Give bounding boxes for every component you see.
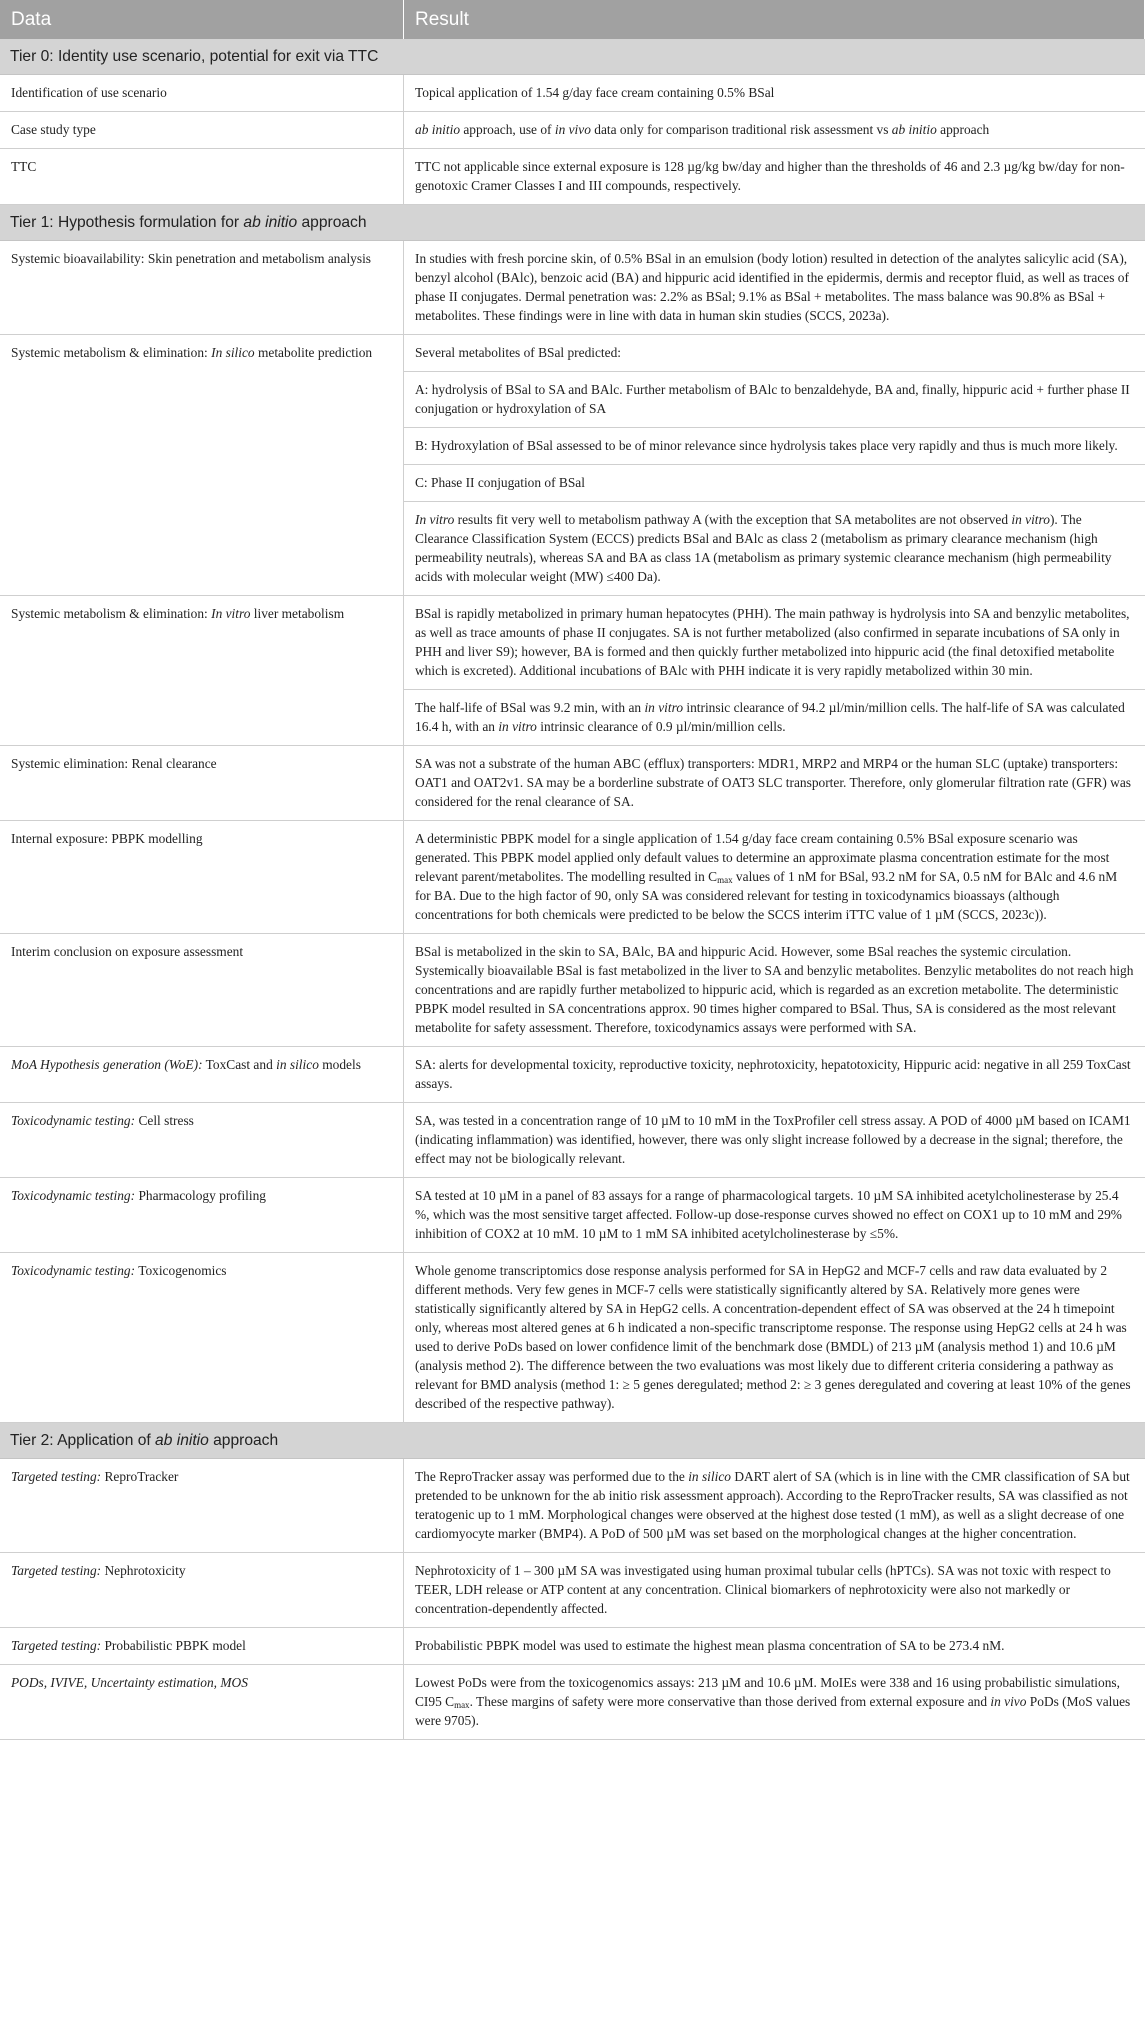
row-result: BSal is rapidly metabolized in primary human hepatocytes (PHH). The main pathway is hydrolysis into SA and benzylic metabolites, as well as trace amounts of phase II conjugates. SA is not further metabolized (also confirmed in separate incubations of SA only in PHH and liver S9); however, BA is formed and then quickly further metabolized into hippuric acid (the final detoxified metabolite which is excreted). Additional incubations of BAlc with PHH indicate it is very rapidly metabolized within 30 min.	[404, 596, 1145, 690]
row-label: Targeted testing: Nephrotoxicity	[0, 1553, 404, 1628]
row-label: Targeted testing: ReproTracker	[0, 1459, 404, 1553]
column-header-data: Data	[0, 0, 404, 39]
row-result: In studies with fresh porcine skin, of 0.5% BSal in an emulsion (body lotion) resulted in detection of the analytes salicylic acid (SA), benzyl alcohol (BAlc), benzoic acid (BA) and hippuric acid identified in the epidermis, dermis and receptor fluid, as well as traces of phase II conjugates. Dermal penetration was: 2.2% as BSal; 9.1% as BSal + metabolites. The mass balance was 90.8% as BSal + metabolites. These findings were in line with data in human skin studies (SCCS, 2023a).	[404, 241, 1145, 335]
row-result: SA was not a substrate of the human ABC (efflux) transporters: MDR1, MRP2 and MRP4 or the human SLC (uptake) transporters: OAT1 and OAT2v1. SA may be a borderline substrate of OAT3 SLC transporter. Therefore, only glomerular filtration rate (GFR) was considered for the renal clearance of SA.	[404, 746, 1145, 821]
row-label: MoA Hypothesis generation (WoE): ToxCast and in silico models	[0, 1047, 404, 1103]
row-result: BSal is metabolized in the skin to SA, BAlc, BA and hippuric Acid. However, some BSal reaches the systemic circulation. Systemically bioavailable BSal is fast metabolized in the liver to SA and benzylic metabolites. Benzylic metabolites do not reach high concentrations and are rapidly further metabolized to hippuric acid, which is regarded as an excretion metabolite. The deterministic PBPK model resulted in SA concentrations approx. 90 times higher compared to BSal. Thus, SA is considered as the most relevant metabolite for safety assessment. Therefore, toxicodynamics assays were performed with SA.	[404, 934, 1145, 1047]
row-result: ab initio approach, use of in vivo data only for comparison traditional risk assessment vs ab initio approach	[404, 112, 1145, 149]
row-label: Toxicodynamic testing: Cell stress	[0, 1103, 404, 1178]
row-label: Systemic elimination: Renal clearance	[0, 746, 404, 821]
row-result: SA, was tested in a concentration range of 10 µM to 10 mM in the ToxProfiler cell stress assay. A POD of 4000 µM based on ICAM1 (indicating inflammation) was identified, however, there was only slight increase followed by a decrease in the signal; therefore, the effect may not be biologically relevant.	[404, 1103, 1145, 1178]
row-result: The half-life of BSal was 9.2 min, with an in vitro intrinsic clearance of 94.2 µl/min/million cells. The half-life of SA was calculated 16.4 h, with an in vitro intrinsic clearance of 0.9 µl/min/million cells.	[404, 690, 1145, 746]
row-result: A deterministic PBPK model for a single application of 1.54 g/day face cream containing 0.5% BSal exposure scenario was generated. This PBPK model applied only default values to determine an approximate plasma concentration estimate for the most relevant parent/metabolites. The modelling resulted in $C_{max}$ values of 1 nM for BSal, 93.2 nM for SA, 0.5 nM for BAlc and 4.6 nM for BA. Due to the high factor of 90, only SA was considered relevant for testing in toxicodynamics bioassays (although concentrations for both chemicals were predicted to be below the SCCS interim iTTC value of 1 µM (SCCS, 2023c)).	[404, 821, 1145, 934]
row-label: Internal exposure: PBPK modelling	[0, 821, 404, 934]
row-label: Targeted testing: Probabilistic PBPK model	[0, 1628, 404, 1665]
row-label: Case study type	[0, 112, 404, 149]
row-label: Systemic metabolism & elimination: In silico metabolite prediction	[0, 335, 404, 596]
row-result: C: Phase II conjugation of BSal	[404, 465, 1145, 502]
row-label: TTC	[0, 149, 404, 205]
row-label: Toxicodynamic testing: Toxicogenomics	[0, 1253, 404, 1423]
column-header-result: Result	[404, 0, 1145, 39]
row-result: A: hydrolysis of BSal to SA and BAlc. Further metabolism of BAlc to benzaldehyde, BA and, finally, hippuric acid + further phase II conjugation or hydroxylation of SA	[404, 372, 1145, 428]
row-result: Several metabolites of BSal predicted:	[404, 335, 1145, 372]
row-label: Toxicodynamic testing: Pharmacology profiling	[0, 1178, 404, 1253]
row-result: Lowest PoDs were from the toxicogenomics assays: 213 µM and 10.6 µM. MoIEs were 338 and 16 using probabilistic simulations, CI95 $C_{max}$. These margins of safety were more conservative than those derived from external exposure and in vivo PoDs (MoS values were 9705).	[404, 1665, 1145, 1740]
row-result: In vitro results fit very well to metabolism pathway A (with the exception that SA metabolites are not observed in vitro). The Clearance Classification System (ECCS) predicts BSal and BAlc as class 2 (metabolism as primary clearance mechanism (high permeability neutrals), whereas SA and BA as class 1A (metabolism as primary systemic clearance mechanism (high permeability acids with molecular weight (MW) ≤400 Da).	[404, 502, 1145, 596]
row-result: SA: alerts for developmental toxicity, reproductive toxicity, nephrotoxicity, hepatotoxicity, Hippuric acid: negative in all 259 ToxCast assays.	[404, 1047, 1145, 1103]
row-label: Systemic bioavailability: Skin penetration and metabolism analysis	[0, 241, 404, 335]
row-result: Whole genome transcriptomics dose response analysis performed for SA in HepG2 and MCF-7 cells and raw data evaluated by 2 different methods. Very few genes in MCF-7 cells were statistically significantly altered by SA. Relatively more genes were statistically significantly altered by SA in HepG2 cells. A concentration-dependent effect of SA was observed at the 24 h timepoint only, whereas most altered genes at 6 h indicated a non-specific transcriptome response. The response using HepG2 cells at 24 h was used to derive PoDs based on lower confidence limit of the benchmark dose (BMDL) of 213 µM (analysis method 1) and 10.6 µM (analysis method 2). The difference between the two evaluations was most likely due to different criteria considering a pathway as relevant for BMD analysis (method 1: ≥ 5 genes deregulated; method 2: ≥ 3 genes deregulated and covering at least 10% of the genes described of the respective pathway).	[404, 1253, 1145, 1423]
row-result: Probabilistic PBPK model was used to estimate the highest mean plasma concentration of SA to be 273.4 nM.	[404, 1628, 1145, 1665]
row-result: TTC not applicable since external exposure is 128 µg/kg bw/day and higher than the thresholds of 46 and 2.3 µg/kg bw/day for non-genotoxic Cramer Classes I and III compounds, respectively.	[404, 149, 1145, 205]
row-label: Identification of use scenario	[0, 75, 404, 112]
row-label: Systemic metabolism & elimination: In vitro liver metabolism	[0, 596, 404, 746]
row-result: B: Hydroxylation of BSal assessed to be of minor relevance since hydrolysis takes place very rapidly and thus is much more likely.	[404, 428, 1145, 465]
row-result: The ReproTracker assay was performed due to the in silico DART alert of SA (which is in line with the CMR classification of SA but pretended to be unknown for the ab initio risk assessment approach). According to the ReproTracker results, SA was classified as not teratogenic up to 1 mM. Morphological changes were observed at the highest dose tested (1 mM), as well as a slight decrease of one cardiomyocyte marker (BMP4). A PoD of 500 µM was set based on the morphological changes at the higher concentration.	[404, 1459, 1145, 1553]
row-result: Nephrotoxicity of 1 – 300 µM SA was investigated using human proximal tubular cells (hPTCs). SA was not toxic with respect to TEER, LDH release or ATP content at any concentration. Clinical biomarkers of nephrotoxicity were also not markedly or concentration-dependently affected.	[404, 1553, 1145, 1628]
tier-1-heading: Tier 1: Hypothesis formulation for ab initio approach	[0, 205, 1145, 241]
row-result: Topical application of 1.54 g/day face cream containing 0.5% BSal	[404, 75, 1145, 112]
tier-0-heading: Tier 0: Identity use scenario, potential for exit via TTC	[0, 39, 1145, 75]
row-result: SA tested at 10 µM in a panel of 83 assays for a range of pharmacological targets. 10 µM SA inhibited acetylcholinesterase by 25.4 %, which was the most sensitive target affected. Follow-up dose-response curves showed no effect on COX1 up to 10 mM and 29% inhibition of COX2 at 10 mM. 10 µM to 1 mM SA inhibited acetylcholinesterase by ≤5%.	[404, 1178, 1145, 1253]
row-label: PODs, IVIVE, Uncertainty estimation, MOS	[0, 1665, 404, 1740]
row-label: Interim conclusion on exposure assessment	[0, 934, 404, 1047]
tier-2-heading: Tier 2: Application of ab initio approach	[0, 1423, 1145, 1459]
